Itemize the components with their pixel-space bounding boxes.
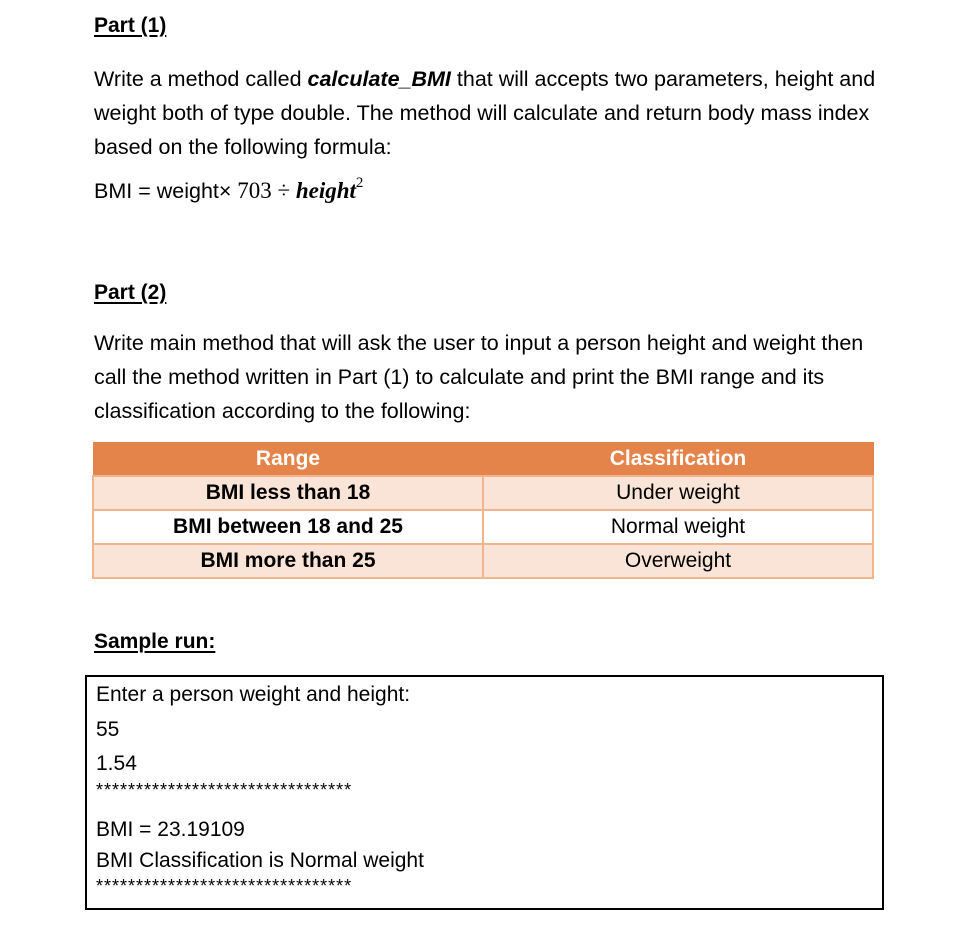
output-separator-line: ******************************** [96, 780, 353, 800]
part1-text-after: that will accepts two parameters, height and weight both of type double. The method will calculate and return body mass index based on the following formula: [94, 67, 876, 159]
classification-cell: Under weight [483, 476, 873, 510]
method-name: calculate_BMI [307, 67, 451, 91]
part2-description: Write main method that will ask the user to input a person height and weight then call the method written in Part (1) to calculate and print the BMI range and its classification according to the following: [94, 331, 864, 423]
table-row [93, 510, 873, 544]
bmi-formula [94, 175, 364, 204]
table-row [93, 476, 873, 510]
part1-text-before: Write a method called [94, 67, 308, 91]
range-cell: BMI more than 25 [93, 544, 483, 578]
formula-lhs: BMI = weight [94, 179, 219, 204]
formula-times: × [218, 179, 232, 204]
output-weight-line: 55 [96, 718, 120, 741]
output-bmi-line: BMI = 23.19109 [96, 818, 245, 841]
classification-column-header: Classification [483, 443, 873, 477]
output-prompt-line: Enter a person weight and height: [96, 683, 411, 706]
part1-description [94, 62, 884, 164]
table-row [93, 544, 873, 578]
output-separator-line: ******************************** [96, 876, 353, 896]
part2-heading: Part (2) [94, 281, 167, 304]
output-classification-line: BMI Classification is Normal weight [96, 849, 424, 872]
table-header-row [93, 443, 873, 477]
output-height-line: 1.54 [96, 752, 137, 775]
sample-run-heading: Sample run: [94, 630, 216, 653]
formula-variable: height [295, 178, 356, 204]
range-cell: BMI between 18 and 25 [93, 510, 483, 544]
range-cell: BMI less than 18 [93, 476, 483, 510]
part1-heading: Part (1) [94, 14, 167, 37]
classification-cell: Normal weight [483, 510, 873, 544]
range-column-header: Range [93, 443, 483, 477]
bmi-classification-table [92, 442, 874, 579]
formula-exponent: 2 [355, 175, 364, 191]
formula-constant: 703 ÷ [231, 178, 296, 204]
classification-cell: Overweight [483, 544, 873, 578]
sample-run-output-box [85, 675, 884, 910]
